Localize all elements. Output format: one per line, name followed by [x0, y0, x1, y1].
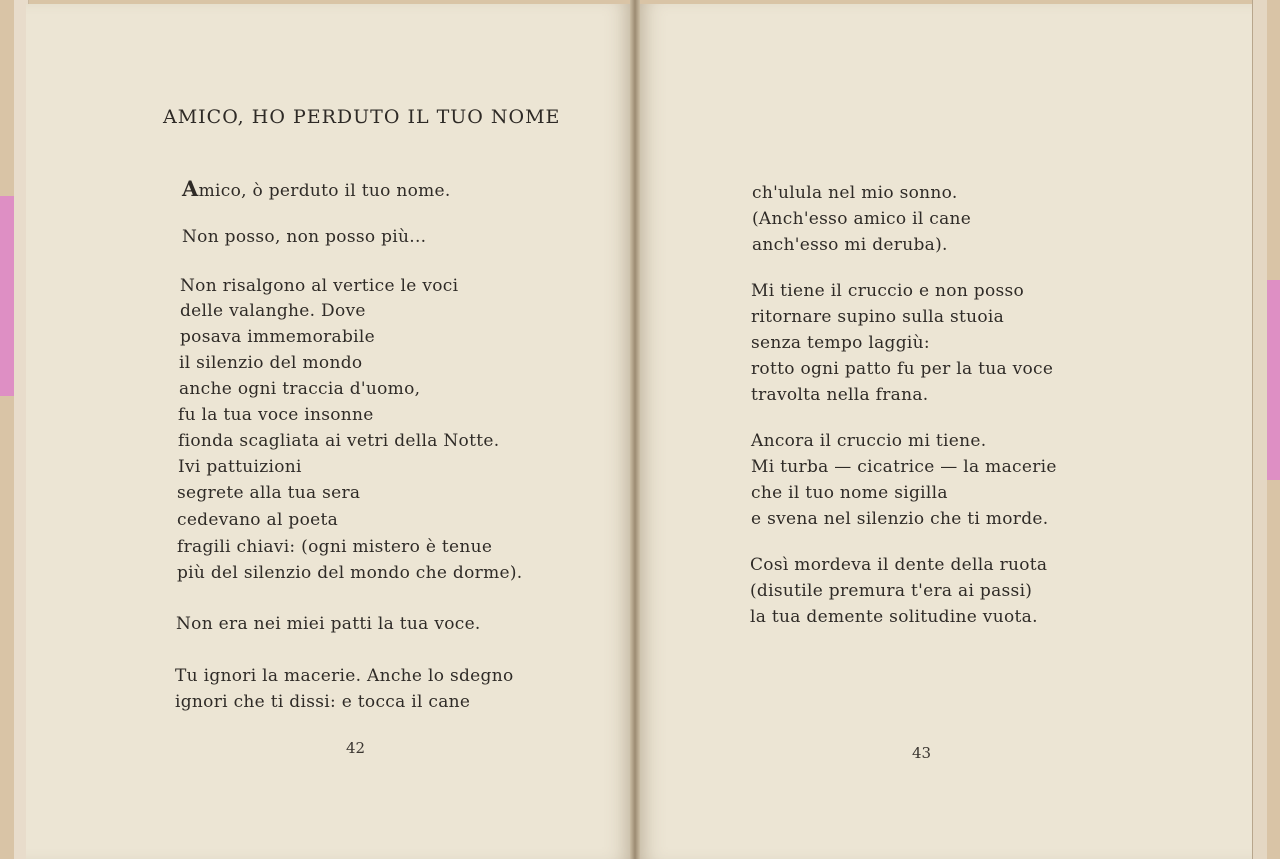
poem-line: il silenzio del mondo [179, 353, 363, 373]
poem-line: fionda scagliata ai vetri della Notte. [178, 431, 500, 451]
pink-bookmark-right [1266, 280, 1280, 480]
poem-line: (Anch'esso amico il cane [752, 209, 972, 229]
poem-line [182, 176, 451, 201]
poem-line: e svena nel silenzio che ti morde. [751, 509, 1049, 529]
poem-line: posava immemorabile [180, 327, 375, 347]
poem-line: Ancora il cruccio mi tiene. [751, 431, 987, 451]
poem-line: la tua demente solitudine vuota. [750, 607, 1038, 627]
drop-cap: A [182, 176, 199, 201]
poem-line: anch'esso mi deruba). [752, 235, 948, 255]
page-edges-right [1252, 0, 1267, 859]
page-number-right: 43 [912, 744, 932, 762]
poem-line: fragili chiavi: (ogni mistero è tenue [177, 537, 493, 557]
poem-title: AMICO, HO PERDUTO IL TUO NOME [163, 106, 561, 128]
poem-line: Mi tiene il cruccio e non posso [751, 281, 1025, 301]
poem-line: delle valanghe. Dove [180, 301, 366, 321]
poem-line: anche ogni traccia d'uomo, [179, 379, 421, 399]
poem-line: travolta nella frana. [751, 385, 929, 405]
poem-line: Non era nei miei patti la tua voce. [176, 614, 481, 634]
poem-line: più del silenzio del mondo che dorme). [177, 563, 523, 583]
poem-line-text: mico, ò perduto il tuo nome. [198, 181, 451, 201]
poem-line: ch'ulula nel mio sonno. [752, 183, 958, 203]
poem-line: fu la tua voce insonne [178, 405, 374, 425]
poem-line: che il tuo nome sigilla [751, 483, 948, 503]
poem-line: (disutile premura t'era ai passi) [750, 581, 1033, 601]
book-gutter [630, 0, 640, 859]
poem-line: Mi turba — cicatrice — la macerie [751, 457, 1057, 477]
poem-line: ritornare supino sulla stuoia [751, 307, 1005, 327]
poem-line: Non risalgono al vertice le voci [180, 276, 459, 296]
poem-line: Così mordeva il dente della ruota [750, 555, 1048, 575]
poem-line: ignori che ti dissi: e tocca il cane [175, 692, 471, 712]
poem-line: cedevano al poeta [177, 510, 339, 530]
poem-line: rotto ogni patto fu per la tua voce [751, 359, 1054, 379]
poem-line: Tu ignori la macerie. Anche lo sdegno [175, 666, 514, 686]
page-number-left: 42 [346, 739, 366, 757]
poem-line: Ivi pattuizioni [178, 457, 302, 477]
poem-line: Non posso, non posso più... [182, 227, 427, 247]
poem-line: senza tempo laggiù: [751, 333, 930, 353]
poem-line: segrete alla tua sera [177, 483, 361, 503]
